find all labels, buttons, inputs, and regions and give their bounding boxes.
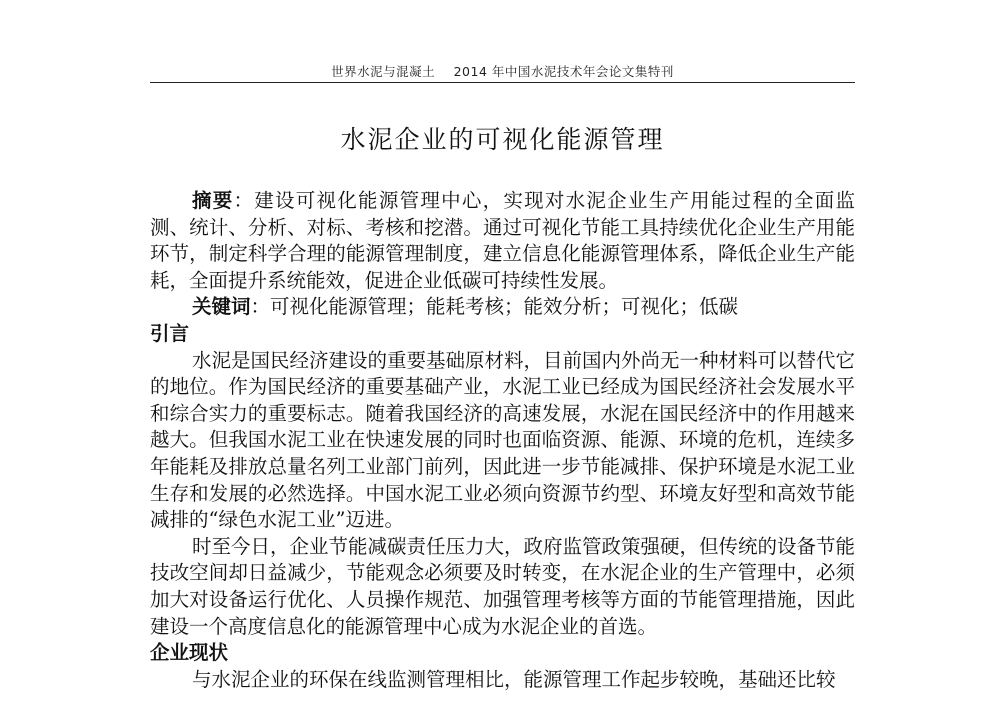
section-heading-intro: 引言 — [150, 321, 190, 345]
journal-name: 世界水泥与混凝土 — [331, 64, 436, 79]
paper-title: 水泥企业的可视化能源管理 — [340, 125, 665, 154]
header-rule — [150, 82, 855, 83]
issue-name: 2014 年中国水泥技术年会论文集特刊 — [453, 64, 674, 79]
intro-paragraph-2: 时至今日，企业节能减碳责任压力大，政府监管政策强硬，但传统的设备节能技改空间却日益减少，节能观念必须要及时转变，在水泥企业的生产管理中，必须加大对设备运行优化、人员操作规范、加强管理考核等方面的节能管理措施，因此建设一个高度信息化的能源管理中心成为水泥企业的首选。 — [150, 534, 856, 638]
keywords-text: ：可视化能源管理；能耗考核；能效分析；可视化；低碳 — [250, 295, 739, 319]
intro-paragraph-1: 水泥是国民经济建设的重要基础原材料，目前国内外尚无一种材料可以替代它的地位。作为国民经济的重要基础产业，水泥工业已经成为国民经济社会发展水平和综合实力的重要标志。随着我国经济的高速发展，水泥在国民经济中的作用越来越大。但我国水泥工业在快速发展的同时也面临资源、能源、环境的危机，连续多年能耗及排放总量名列工业部门前列，因此进一步节能减排、保护环境是水泥工业生存和发展的必然选择。中国水泥工业必须向资源节约型、环境友好型和高效节能减排的“绿色水泥工业”迈进。 — [150, 348, 856, 532]
keywords-paragraph — [150, 294, 855, 321]
status-paragraph-1: 与水泥企业的环保在线监测管理相比，能源管理工作起步较晚，基础还比较 — [192, 667, 836, 691]
abstract-text: ：建设可视化能源管理中心，实现对水泥企业生产用能过程的全面监测、统计、分析、对标、考核和挖潜。通过可视化节能工具持续优化企业生产用能环节，制定科学合理的能源管理制度，建立信息化能源管理体系，降低企业生产能耗，全面提升系统能效，促进企业低碳可持续性发展。 — [150, 189, 855, 292]
keywords-label: 关键词 — [192, 295, 251, 319]
running-header — [150, 62, 855, 80]
abstract-paragraph — [150, 188, 855, 294]
section-heading-status: 企业现状 — [150, 641, 229, 665]
abstract-label: 摘要 — [192, 189, 234, 212]
body-text — [150, 188, 855, 693]
